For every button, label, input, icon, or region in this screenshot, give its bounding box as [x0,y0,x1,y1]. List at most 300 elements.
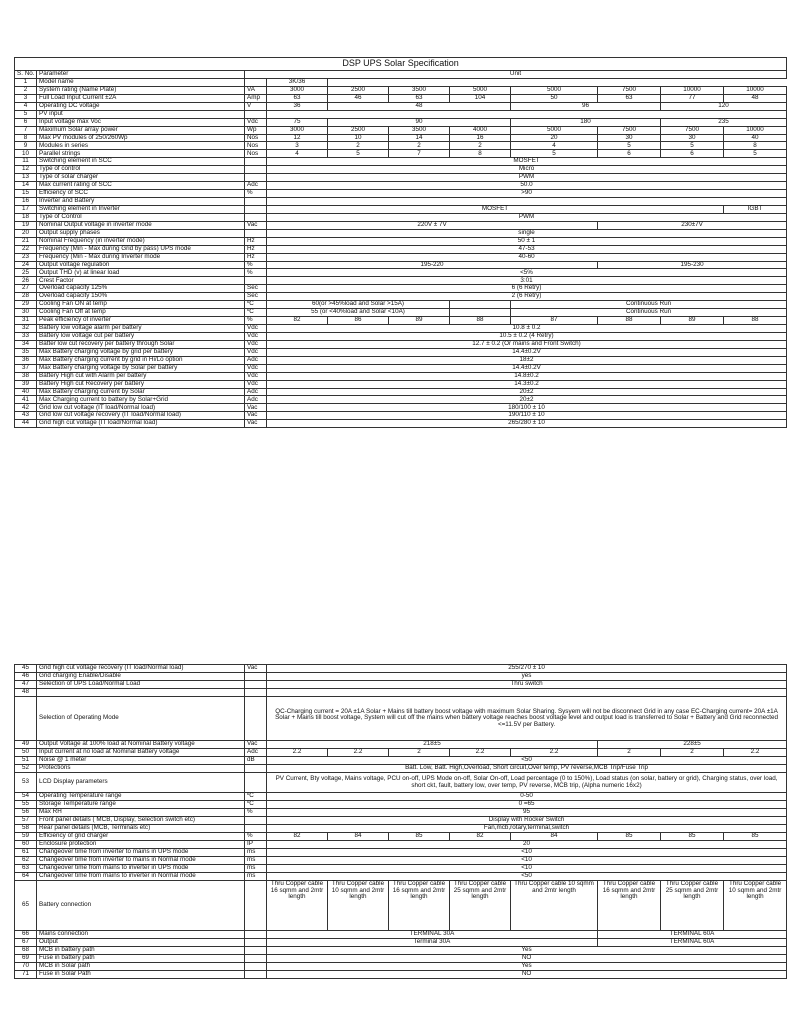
value-cell: MOSFET [267,205,724,213]
unit-cell [245,205,267,213]
unit-cell [245,229,267,237]
parameter-name: Changeover time from inverter to mains in Normal mode [37,857,245,865]
parameter-name: Nominal Output voltage in inverter mode [37,221,245,229]
row-number: 39 [15,380,37,388]
unit-cell: Vdc [245,348,267,356]
row-number: 38 [15,372,37,380]
parameter-name: Operating Temperature range [37,793,245,801]
value-cell: Yes [267,947,787,955]
unit-cell [245,963,267,971]
unit-cell [245,689,267,697]
value-cell: 5 [598,142,661,150]
unit-cell [245,881,267,931]
parameter-name: Nominal Frequency (in inverter mode) [37,237,245,245]
parameter-name: Mains connection [37,931,245,939]
value-cell: 265/280 ± 10 [267,420,787,428]
parameter-name: Frequency (Min - Max during Inverter mode [37,253,245,261]
row-number: 66 [15,931,37,939]
table-row [15,939,787,947]
unit-cell: ms [245,857,267,865]
value-cell: 2 [389,749,450,757]
row-number: 36 [15,356,37,364]
parameter-name: Storage Temperature range [37,801,245,809]
row-number: 3 [15,94,37,102]
value-cell: 2 [661,749,724,757]
parameter-name: Max Battery charging voltage by grid per battery [37,348,245,356]
row-number: 14 [15,182,37,190]
table-row [15,118,787,126]
row-number: 50 [15,749,37,757]
parameter-name: Battery low voltage cut per battery [37,332,245,340]
unit-cell: % [245,190,267,198]
unit-cell: ms [245,873,267,881]
unit-cell [245,158,267,166]
unit-cell [245,971,267,979]
value-cell: 84 [511,833,598,841]
table-row [15,253,787,261]
parameter-name: Type of solar charger [37,174,245,182]
value-cell: NO [267,971,787,979]
unit-cell: Adc [245,749,267,757]
value-cell: 5 [328,150,389,158]
table-row [15,963,787,971]
value-cell: Continuous Run [511,309,787,317]
table-row [15,825,787,833]
unit-cell: Hz [245,253,267,261]
value-cell: <10 [267,857,787,865]
unit-cell: Wp [245,126,267,134]
table-row [15,142,787,150]
row-number: 49 [15,741,37,749]
value-cell: 55 (or <40%load and Solar <10A) [267,309,450,317]
parameter-name: Grid charging Enable/Disable [37,673,245,681]
value-cell: Thru Copper cable 10 sqmm and 2mtr length [511,881,598,931]
value-cell: 180/100 ± 10 [267,404,787,412]
value-cell: 5 [511,150,598,158]
row-number: 32 [15,325,37,333]
table-row [15,110,787,118]
row-number: 34 [15,340,37,348]
parameter-name: Parallel strings [37,150,245,158]
value-cell: 87 [511,317,598,325]
value-cell: 20±2 [267,388,787,396]
unit-cell: Vac [245,404,267,412]
unit-cell: Sec [245,293,267,301]
parameter-name: Max Battery charging current by grid in Hi/Lo option [37,356,245,364]
row-number: 53 [15,773,37,793]
row-number: 16 [15,198,37,206]
table-row [15,665,787,673]
unit-cell: % [245,833,267,841]
parameter-name: Output THD (v) at linear load [37,269,245,277]
parameter-name: Switching element in SCC [37,158,245,166]
value-cell: 2.2 [328,749,389,757]
value-cell: 88 [598,317,661,325]
value-cell: 85 [661,833,724,841]
value-cell: 63 [389,94,450,102]
value-cell: 10 [328,134,389,142]
value-cell: TERMINAL 60A [598,939,787,947]
unit-cell [245,166,267,174]
value-cell: PWM [267,213,787,221]
row-number: 28 [15,293,37,301]
value-cell: MOSFET [267,158,787,166]
parameter-name: Efficiency of grid charger [37,833,245,841]
parameter-name: Model name [37,78,245,86]
value-cell: >90 [267,190,787,198]
row-number: 12 [15,166,37,174]
value-cell: 10000 [661,86,724,94]
value-cell: Thru Copper cable 16 sqmm and 2mtr length [267,881,328,931]
unit-cell [245,673,267,681]
row-number: 10 [15,150,37,158]
value-cell: Yes [267,963,787,971]
parameter-name: Battery low voltage alarm per battery [37,325,245,333]
value-cell: 10.8 ± 0.2 [267,325,787,333]
row-number: 42 [15,404,37,412]
row-number: 1 [15,78,37,86]
parameter-name: System rating (Name Plate) [37,86,245,94]
value-cell: 3500 [389,126,450,134]
value-cell: 82 [450,833,511,841]
parameter-name: Enclosure protection [37,841,245,849]
table-row [15,364,787,372]
parameter-name: Output supply phases [37,229,245,237]
unit-cell: Vdc [245,380,267,388]
value-cell: 2.2 [511,749,598,757]
unit-cell [245,817,267,825]
parameter-name: Max Battery charging voltage by Solar per battery [37,364,245,372]
row-number: 59 [15,833,37,841]
value-cell: 228±5 [598,741,787,749]
page-title: DSP UPS Solar Specification [15,58,787,71]
value-cell: 86 [328,317,389,325]
value-cell: IGBT [724,205,787,213]
table-row [15,833,787,841]
unit-cell: Vdc [245,332,267,340]
row-number: 47 [15,681,37,689]
parameter-name: Front panel details ( MCB, Display, Selection switch etc) [37,817,245,825]
unit-cell [245,773,267,793]
value-cell: 8 [724,142,787,150]
value-cell: 2 [598,749,661,757]
parameter-name: Type of control [37,166,245,174]
value-cell: 5000 [511,86,598,94]
parameter-name: Protections [37,765,245,773]
row-number: 19 [15,221,37,229]
table-row [15,749,787,757]
value-cell: 2 [328,142,389,150]
unit-cell: Vac [245,741,267,749]
parameter-name: Efficiency of SCC [37,190,245,198]
table-row [15,166,787,174]
value-cell: Thru Copper cable 10 sqmm and 2mtr length [724,881,787,931]
table-row [15,285,787,293]
value-cell: 10000 [724,86,787,94]
value-cell: 7 [389,150,450,158]
parameter-name: Input current at no load at Nominal Battery voltage [37,749,245,757]
unit-cell: Vdc [245,364,267,372]
parameter-name: Selection of UPS Load/Normal Load [37,681,245,689]
unit-cell: Amp [245,94,267,102]
value-cell: 75 [267,118,328,126]
unit-cell: Nos [245,150,267,158]
value-cell: 50 [511,94,598,102]
parameter-name: Output voltage regulation [37,261,245,269]
table-row [15,372,787,380]
value-cell: 7500 [598,126,661,134]
unit-cell [245,681,267,689]
unit-cell [245,947,267,955]
value-cell: 95 [267,809,787,817]
unit-cell: ºC [245,793,267,801]
header-unit: Unit [245,71,787,79]
value-cell: Continuous Run [511,301,787,309]
unit-cell: Nos [245,134,267,142]
table-row [15,229,787,237]
unit-cell [245,198,267,206]
parameter-name: Input voltage max Voc [37,118,245,126]
value-cell: 2 [389,142,450,150]
table-row [15,221,787,229]
unit-cell: IP [245,841,267,849]
unit-cell [245,931,267,939]
value-cell: Thru switch [267,681,787,689]
unit-cell: Hz [245,237,267,245]
parameter-name: Grid low cut voltage recovery (IT load/Normal load) [37,412,245,420]
row-number: 4 [15,102,37,110]
value-cell: 82 [267,317,328,325]
value-cell: 40 [724,134,787,142]
parameter-name: Peak efficiency of inverter [37,317,245,325]
row-number: 57 [15,817,37,825]
value-cell: 63 [598,94,661,102]
value-cell: 88 [450,317,511,325]
table-row [15,356,787,364]
unit-cell [245,765,267,773]
parameter-name: Battery High cut with Alarm per battery [37,372,245,380]
table-row [15,309,787,317]
row-number: 2 [15,86,37,94]
row-number: 11 [15,158,37,166]
spec-table-page-2 [14,664,787,979]
value-cell: Batt. Low, Batt. High,Overload, Short circuit,Over temp, PV reverse,MCB Trip/Fuse Trip [267,765,787,773]
row-number: 52 [15,765,37,773]
parameter-name [37,689,245,697]
value-cell: 40-60 [267,253,787,261]
parameter-name: Type of Control [37,213,245,221]
value-cell: 5 [661,142,724,150]
value-cell: 190/110 ± 10 [267,412,787,420]
unit-cell [245,939,267,947]
unit-cell: Vdc [245,325,267,333]
table-row [15,757,787,765]
unit-cell: % [245,269,267,277]
value-cell: 47-53 [267,245,787,253]
row-number: 15 [15,190,37,198]
row-number: 37 [15,364,37,372]
value-cell: TERMINAL 60A [598,931,787,939]
unit-cell: Vdc [245,340,267,348]
row-number: 55 [15,801,37,809]
value-cell: PV Current, Bty voltage, Mains voltage, PCU on-off, UPS Mode on-off, Solar On-off, Load percentage (0 to 150%), Load status (on solar, battery or grid), Charging status, over load, short ckt, fault, battery low, over temp, PV reverse, MCB trip, (Alpha numeric 16x2) [267,773,787,793]
parameter-name: Fuse in Solar Path [37,971,245,979]
parameter-name: Operating DC voltage [37,102,245,110]
value-cell: Thru Copper cable 16 sqmm and 2mtr length [389,881,450,931]
value-cell: 89 [389,317,450,325]
table-row [15,773,787,793]
table-row [15,689,787,697]
value-cell: 180 [511,118,661,126]
value-cell: 14.8±0.2 [267,372,787,380]
value-cell: single [267,229,787,237]
table-row [15,681,787,689]
row-number: 30 [15,309,37,317]
unit-cell: Hz [245,245,267,253]
row-number: 22 [15,245,37,253]
value-cell: 63 [267,94,328,102]
parameter-name: Noise @ 1 meter [37,757,245,765]
value-cell: 218±5 [267,741,598,749]
row-number: 33 [15,332,37,340]
value-cell: 46 [328,94,389,102]
parameter-name: Cooling Fan ON at temp [37,301,245,309]
unit-cell: Vac [245,420,267,428]
value-cell: 20 [511,134,598,142]
row-number: 5 [15,110,37,118]
value-cell: 30 [661,134,724,142]
value-cell: 20 [267,841,787,849]
value-cell: 50 ± 1 [267,237,787,245]
parameter-name: Modules in series [37,142,245,150]
row-number: 20 [15,229,37,237]
row-number: 9 [15,142,37,150]
unit-cell: Adc [245,388,267,396]
value-cell: 85 [598,833,661,841]
value-cell: 16 [450,134,511,142]
row-number: 21 [15,237,37,245]
row-number: 60 [15,841,37,849]
row-number: 64 [15,873,37,881]
value-cell: NO [267,955,787,963]
value-cell: 255/270 ± 10 [267,665,787,673]
parameter-name: Changeover time from inverter to mains in UPS mode [37,849,245,857]
table-header-row [15,71,787,79]
table-row [15,277,787,285]
row-number: 7 [15,126,37,134]
parameter-name: Batter low cut recovery per battery through Solar [37,340,245,348]
table-row [15,261,787,269]
value-cell: 120 [661,102,787,110]
value-cell: 88 [724,317,787,325]
parameter-name: Full Load Input Current ±2A [37,94,245,102]
row-number: 62 [15,857,37,865]
table-row [15,150,787,158]
unit-cell: dB [245,757,267,765]
parameter-name: Switching element in Inverter [37,205,245,213]
table-row [15,134,787,142]
value-cell: 14 [389,134,450,142]
unit-cell: Vdc [245,118,267,126]
unit-cell: Vac [245,665,267,673]
value-cell [450,301,511,309]
parameter-name: Changeover time from mains to inverter in Normal mode [37,873,245,881]
value-cell: Thru Copper cable 16 sqmm and 2mtr length [598,881,661,931]
table-row [15,182,787,190]
row-number: 65 [15,881,37,931]
value-cell: 50.0 [267,182,787,190]
value-cell: 14.3±0.2 [267,380,787,388]
table-row [15,102,787,110]
value-cell: 77 [661,94,724,102]
row-number: 46 [15,673,37,681]
value-cell: 195-220 [267,261,598,269]
parameter-name: Battery High cut Recovery per battery [37,380,245,388]
unit-cell [245,697,267,741]
row-number: 25 [15,269,37,277]
value-cell: Terminal 30A [267,939,598,947]
header-parameter: Parameter [37,71,245,79]
value-cell: 4000 [450,126,511,134]
parameter-name: Fuse in battery path [37,955,245,963]
value-cell: QC-Charging current = 20A ±1A Solar + Mains till battery boost voltage with maximum Solar Sharing. Sysyem will not be disconnect Grid in any case EC-Charging current= 20A ±1A Solar + Mains till boost voltage, System will cut off the mains when battery voltage reaches boost voltage level and output load is transferred to Solar + Battery and Grid reconnected <=11.5V per Battery. [267,697,787,741]
unit-cell: VA [245,86,267,94]
value-cell: <10 [267,849,787,857]
row-number: 31 [15,317,37,325]
value-cell: 48 [328,102,511,110]
value-cell [267,689,787,697]
unit-cell: % [245,261,267,269]
value-cell: 220V ± 7V [267,221,598,229]
parameter-name: Output Voltage at 100% load at Nominal Battery voltage [37,741,245,749]
table-row [15,245,787,253]
unit-cell [245,110,267,118]
row-number: 27 [15,285,37,293]
value-cell: Thru Copper cable 10 sqmm and 2mtr length [328,881,389,931]
value-cell: 2 (6 Retry) [267,293,787,301]
table-row [15,697,787,741]
parameter-name: Battery connection [37,881,245,931]
unit-cell: Vac [245,412,267,420]
value-cell: 14.4±0.2V [267,348,787,356]
value-cell: 3:01 [267,277,787,285]
value-cell: 230±7V [598,221,787,229]
value-cell: 90 [328,118,511,126]
value-cell: 3000 [267,126,328,134]
unit-cell: Adc [245,396,267,404]
header-sno: S. No. [15,71,37,79]
parameter-name: Maximum Solar array power [37,126,245,134]
parameter-name: MCB in battery path [37,947,245,955]
row-number: 51 [15,757,37,765]
row-number: 45 [15,665,37,673]
value-cell: 18±2 [267,356,787,364]
value-cell: 2500 [328,126,389,134]
table-row [15,396,787,404]
unit-cell: ºC [245,801,267,809]
value-cell [267,110,787,118]
row-number: 8 [15,134,37,142]
value-cell: 7500 [598,86,661,94]
table-row [15,269,787,277]
unit-cell: Adc [245,356,267,364]
parameter-name: Overload capacity 150% [37,293,245,301]
value-cell: 48 [724,94,787,102]
table-row [15,174,787,182]
parameter-name: Grid low cut voltage (IT load/Normal load) [37,404,245,412]
row-number: 69 [15,955,37,963]
row-number: 70 [15,963,37,971]
